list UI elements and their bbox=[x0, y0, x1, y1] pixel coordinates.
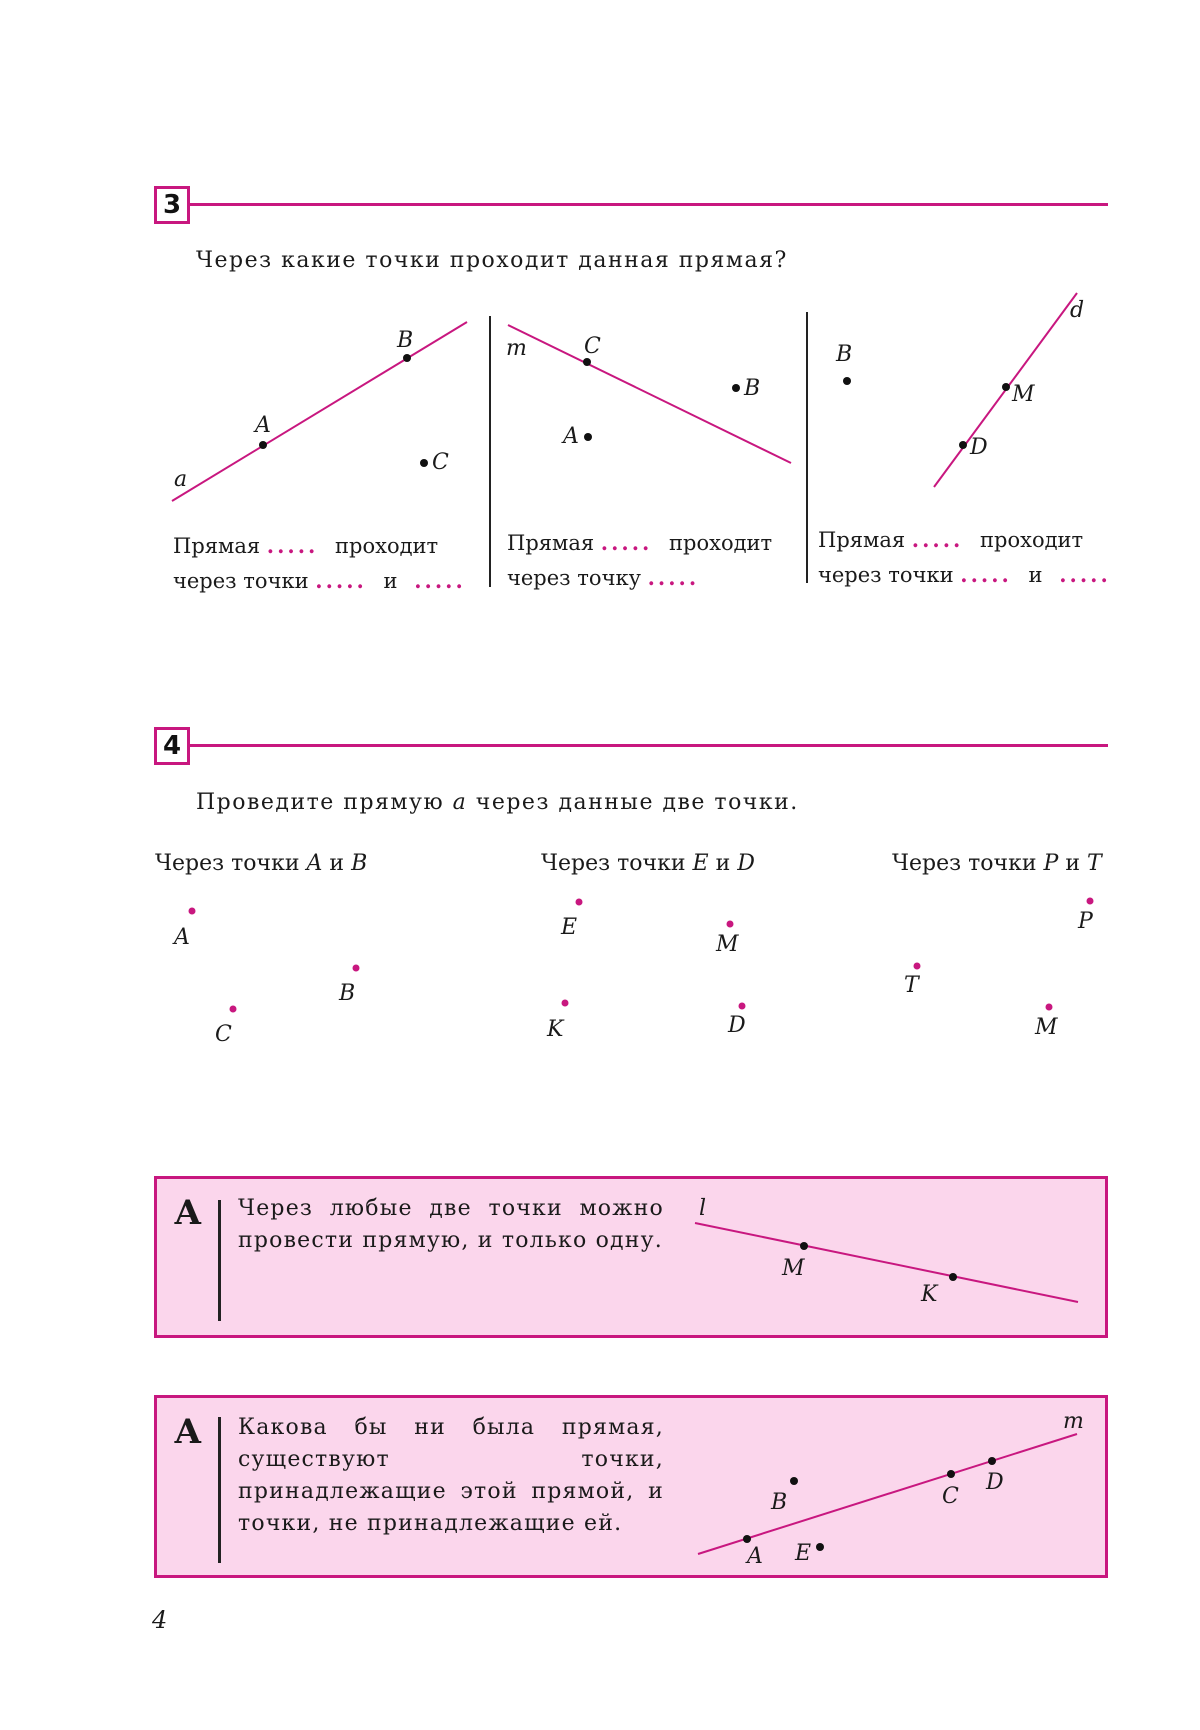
line-l bbox=[695, 1223, 1078, 1302]
task-4-group-2-heading bbox=[541, 851, 755, 876]
heading-text: Через точки bbox=[155, 851, 300, 876]
label-point-b: B bbox=[339, 981, 356, 1006]
axiom-box-1 bbox=[154, 1176, 1108, 1338]
instruction-text: через данные две точки. bbox=[475, 790, 799, 815]
answer-blank[interactable]: ..... bbox=[315, 568, 367, 593]
axiom-box-2 bbox=[154, 1395, 1108, 1578]
heading-text: Через точки bbox=[541, 851, 686, 876]
task-3-figure-2 bbox=[500, 310, 800, 480]
label-line-m: m bbox=[506, 336, 527, 361]
point-t-dot bbox=[914, 963, 921, 970]
axiom-1-figure bbox=[677, 1189, 1097, 1329]
instruction-text: Проведите прямую bbox=[196, 790, 445, 815]
point-b-dot bbox=[353, 965, 360, 972]
label-point-e: E bbox=[795, 1541, 812, 1566]
label-point-b: B bbox=[836, 342, 853, 367]
task-4-instruction bbox=[196, 790, 799, 815]
axiom-bar bbox=[218, 1200, 221, 1321]
task-3-answer-1-line-1 bbox=[173, 533, 438, 558]
label-point-b: B bbox=[744, 376, 761, 401]
label-line-d: d bbox=[1070, 298, 1085, 323]
heading-conj: и bbox=[1065, 851, 1080, 876]
task-3-answer-2-line-2 bbox=[507, 565, 699, 590]
task-3-separator-1 bbox=[489, 316, 491, 587]
task-3-answer-3-line-2 bbox=[818, 562, 1111, 587]
task-4-group-1-heading bbox=[155, 851, 367, 876]
point-d-dot bbox=[739, 1003, 746, 1010]
heading-point: E bbox=[692, 851, 709, 876]
point-d-dot bbox=[988, 1457, 996, 1465]
heading-point: A bbox=[306, 851, 323, 876]
label-point-m: M bbox=[1012, 382, 1035, 407]
label-point-d: D bbox=[728, 1013, 746, 1038]
label-line-a: a bbox=[174, 467, 188, 492]
point-b-dot bbox=[843, 377, 851, 385]
task-4-drawing-area[interactable] bbox=[150, 890, 1110, 1070]
answer-text: Прямая bbox=[507, 531, 595, 555]
label-point-c: C bbox=[584, 334, 601, 359]
label-point-m: M bbox=[716, 932, 739, 957]
answer-blank[interactable]: ..... bbox=[266, 533, 319, 558]
heading-point: D bbox=[737, 851, 755, 876]
label-point-k: K bbox=[921, 1282, 938, 1307]
line-m bbox=[698, 1434, 1077, 1554]
label-point-m2: M bbox=[1035, 1015, 1058, 1040]
label-point-a: A bbox=[255, 413, 271, 438]
answer-blank[interactable]: ..... bbox=[1059, 562, 1111, 587]
heading-point: P bbox=[1043, 851, 1059, 876]
label-point-a: A bbox=[174, 925, 190, 950]
heading-conj: и bbox=[329, 851, 345, 876]
answer-blank[interactable]: ..... bbox=[960, 562, 1012, 587]
line-a bbox=[172, 322, 467, 501]
task-4-group-3-heading bbox=[892, 851, 1102, 876]
task-4-rule bbox=[190, 744, 1108, 747]
point-m-dot bbox=[800, 1242, 808, 1250]
point-b-dot bbox=[790, 1477, 798, 1485]
point-m-dot bbox=[1002, 383, 1010, 391]
label-line-l: l bbox=[699, 1196, 707, 1221]
answer-blank[interactable]: ..... bbox=[647, 565, 700, 590]
point-a-dot bbox=[189, 908, 196, 915]
point-m2-dot bbox=[1046, 1004, 1053, 1011]
label-point-t: T bbox=[904, 973, 919, 998]
heading-point: B bbox=[351, 851, 368, 876]
answer-text: проходит bbox=[669, 531, 773, 555]
heading-conj: и bbox=[715, 851, 731, 876]
point-a-dot bbox=[584, 433, 592, 441]
label-point-k: K bbox=[547, 1017, 564, 1042]
label-point-a: A bbox=[563, 424, 579, 449]
label-point-c: C bbox=[942, 1484, 959, 1509]
task-3-separator-2 bbox=[806, 312, 808, 583]
task-3-figure-3 bbox=[820, 285, 1120, 495]
answer-text: и bbox=[1028, 563, 1043, 587]
axiom-2-figure bbox=[687, 1406, 1097, 1576]
axiom-mark: А bbox=[174, 1412, 202, 1452]
label-point-e: E bbox=[561, 915, 578, 940]
point-a-dot bbox=[743, 1535, 751, 1543]
point-c-dot bbox=[230, 1006, 237, 1013]
task-3-instruction: Через какие точки проходит данная прямая? bbox=[196, 248, 788, 273]
point-p-dot bbox=[1087, 898, 1094, 905]
point-e-dot bbox=[816, 1543, 824, 1551]
point-k-dot bbox=[949, 1273, 957, 1281]
instruction-variable: a bbox=[452, 790, 468, 815]
answer-text: проходит bbox=[980, 528, 1084, 552]
answer-text: через точку bbox=[507, 566, 641, 590]
label-point-c: C bbox=[215, 1022, 232, 1047]
label-point-d: D bbox=[970, 435, 988, 460]
answer-blank[interactable]: ..... bbox=[600, 530, 653, 555]
point-c-dot bbox=[947, 1470, 955, 1478]
answer-text: через точки bbox=[818, 563, 954, 587]
point-a-dot bbox=[259, 441, 267, 449]
axiom-bar bbox=[218, 1417, 221, 1563]
task-3-answer-1-line-2 bbox=[173, 568, 466, 593]
axiom-mark: А bbox=[174, 1193, 202, 1233]
label-line-m: m bbox=[1063, 1409, 1084, 1434]
label-point-d: D bbox=[986, 1470, 1004, 1495]
point-b-dot bbox=[732, 384, 740, 392]
label-point-p: P bbox=[1078, 909, 1093, 934]
page-number: 4 bbox=[152, 1606, 168, 1634]
point-c-dot bbox=[420, 459, 428, 467]
point-e-dot bbox=[576, 899, 583, 906]
task-3-figure-1 bbox=[160, 310, 500, 510]
task-3-rule bbox=[190, 203, 1108, 206]
point-b-dot bbox=[403, 354, 411, 362]
answer-text: Прямая bbox=[173, 534, 261, 558]
point-k-dot bbox=[562, 1000, 569, 1007]
task-3-number: 3 bbox=[154, 186, 190, 224]
answer-blank[interactable]: ..... bbox=[414, 568, 466, 593]
point-c-dot bbox=[583, 358, 591, 366]
label-point-m: M bbox=[782, 1256, 805, 1281]
label-point-a: A bbox=[747, 1544, 763, 1569]
answer-text: Прямая bbox=[818, 528, 906, 552]
answer-text: и bbox=[383, 569, 398, 593]
answer-text: проходит bbox=[335, 534, 439, 558]
answer-blank[interactable]: ..... bbox=[911, 527, 964, 552]
point-d-dot bbox=[959, 441, 967, 449]
heading-point: T bbox=[1086, 851, 1102, 876]
label-point-b: B bbox=[771, 1490, 788, 1515]
task-3-answer-2-line-1 bbox=[507, 530, 772, 555]
heading-text: Через точки bbox=[892, 851, 1037, 876]
point-m-dot bbox=[727, 921, 734, 928]
axiom-text: Какова бы ни была прямая, существуют точки, принадлежащие этой прямой, и точки, не принадлежащие ей. bbox=[238, 1415, 664, 1536]
label-point-c: C bbox=[432, 450, 449, 475]
axiom-text: Через любые две точки можно провести прямую, и только одну. bbox=[238, 1196, 664, 1253]
answer-text: через точки bbox=[173, 569, 309, 593]
task-4-number: 4 bbox=[154, 727, 190, 765]
task-3-answer-3-line-1 bbox=[818, 527, 1083, 552]
label-point-b: B bbox=[397, 328, 414, 353]
